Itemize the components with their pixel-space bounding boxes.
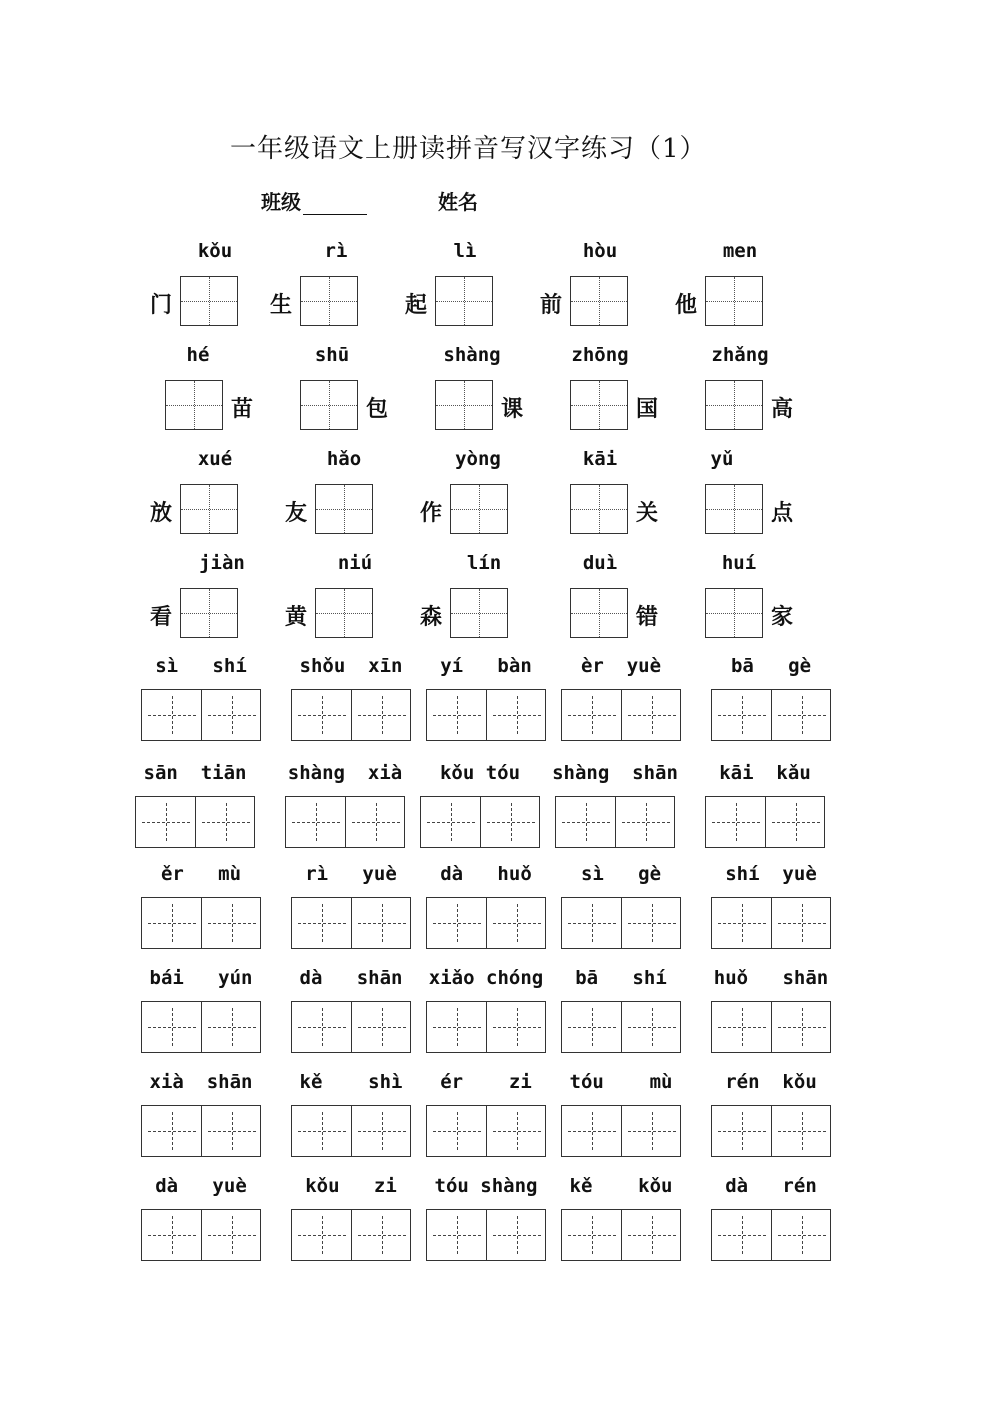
dashed-guide-horizontal xyxy=(712,822,760,823)
dashed-guide-horizontal xyxy=(148,923,196,924)
word-writing-box[interactable] xyxy=(426,1001,546,1053)
cell-divider xyxy=(771,1002,772,1052)
word-writing-box[interactable] xyxy=(711,1001,831,1053)
cell-divider xyxy=(621,1210,622,1260)
dashed-guide-horizontal xyxy=(208,1027,256,1028)
word-pinyin-label: shàng shān xyxy=(552,762,678,784)
cell-divider xyxy=(345,797,346,847)
word-writing-box[interactable] xyxy=(705,796,825,848)
printed-character: 黄 xyxy=(285,605,308,630)
pinyin-label: kāi xyxy=(582,448,618,470)
cell-divider xyxy=(771,1210,772,1260)
dashed-guide-horizontal xyxy=(358,923,406,924)
dashed-guide-horizontal xyxy=(778,923,826,924)
writing-box[interactable] xyxy=(570,588,628,638)
word-writing-box[interactable] xyxy=(141,1209,261,1261)
word-writing-box[interactable] xyxy=(561,1105,681,1157)
pinyin-label: zhōng xyxy=(571,344,629,366)
pinyin-label: shū xyxy=(314,344,350,366)
word-writing-box[interactable] xyxy=(291,1209,411,1261)
cell-divider xyxy=(486,1210,487,1260)
writing-box[interactable] xyxy=(435,380,493,430)
writing-box[interactable] xyxy=(300,276,358,326)
word-pinyin-label: bái yún xyxy=(149,967,253,989)
pinyin-label: kǒu xyxy=(197,240,233,262)
word-pinyin-label: shí yuè xyxy=(725,863,817,885)
dashed-guide-horizontal xyxy=(778,1235,826,1236)
printed-character: 看 xyxy=(150,605,173,630)
dashed-guide-horizontal xyxy=(142,822,190,823)
dashed-guide-horizontal xyxy=(433,1235,481,1236)
dashed-guide-horizontal xyxy=(358,1235,406,1236)
dashed-guide-horizontal xyxy=(487,822,535,823)
writing-box[interactable] xyxy=(705,588,763,638)
class-field xyxy=(261,186,367,215)
word-pinyin-label: bā gè xyxy=(730,655,812,677)
pinyin-label: men xyxy=(722,240,758,262)
pinyin-label: huí xyxy=(721,552,757,574)
printed-character: 家 xyxy=(771,605,794,630)
dashed-guide-horizontal xyxy=(148,1027,196,1028)
word-pinyin-label: xiǎo chóng xyxy=(428,967,544,989)
dashed-guide-horizontal xyxy=(358,715,406,716)
writing-box[interactable] xyxy=(570,380,628,430)
cell-divider xyxy=(351,1002,352,1052)
word-writing-box[interactable] xyxy=(141,1001,261,1053)
word-pinyin-label: dà shān xyxy=(299,967,403,989)
word-pinyin-label: èr yuè xyxy=(580,655,662,677)
word-writing-box[interactable] xyxy=(420,796,540,848)
dashed-guide-horizontal xyxy=(718,1235,766,1236)
dashed-guide-horizontal xyxy=(622,822,670,823)
pinyin-label: niú xyxy=(337,552,373,574)
dashed-guide-horizontal xyxy=(358,1027,406,1028)
word-pinyin-label: rén kǒu xyxy=(725,1071,817,1093)
pinyin-label: yòng xyxy=(455,448,501,470)
pinyin-label: hǎo xyxy=(326,448,362,470)
dashed-guide-horizontal xyxy=(208,1235,256,1236)
dashed-guide-horizontal xyxy=(148,715,196,716)
word-writing-box[interactable] xyxy=(141,897,261,949)
word-pinyin-label: dà yuè xyxy=(155,1175,247,1197)
dashed-guide-horizontal xyxy=(718,1027,766,1028)
printed-character: 他 xyxy=(675,293,698,318)
writing-box[interactable] xyxy=(705,484,763,534)
word-pinyin-label: shǒu xīn xyxy=(299,655,403,677)
cell-divider xyxy=(486,690,487,740)
dashed-guide-horizontal xyxy=(352,822,400,823)
pinyin-label: yǔ xyxy=(710,448,734,470)
printed-character: 门 xyxy=(150,293,173,318)
dashed-guide-horizontal xyxy=(568,1027,616,1028)
word-pinyin-label: ér zi xyxy=(440,1071,532,1093)
dashed-guide-horizontal xyxy=(202,822,250,823)
cell-divider xyxy=(486,898,487,948)
writing-box[interactable] xyxy=(180,276,238,326)
word-writing-box[interactable] xyxy=(561,1209,681,1261)
name-label: 姓名 xyxy=(438,190,478,214)
cell-divider xyxy=(201,1106,202,1156)
dashed-guide-horizontal xyxy=(493,923,541,924)
pinyin-label: lì xyxy=(453,240,477,262)
dashed-guide-horizontal xyxy=(433,1131,481,1132)
word-pinyin-label: bā shí xyxy=(575,967,667,989)
dashed-guide-horizontal xyxy=(298,1235,346,1236)
cell-divider xyxy=(621,1002,622,1052)
pinyin-label: hòu xyxy=(582,240,618,262)
word-writing-box[interactable] xyxy=(291,897,411,949)
cell-divider xyxy=(765,797,766,847)
word-writing-box[interactable] xyxy=(711,897,831,949)
writing-box[interactable] xyxy=(180,588,238,638)
word-pinyin-label: sān tiān xyxy=(143,762,247,784)
cell-divider xyxy=(351,690,352,740)
cell-divider xyxy=(621,898,622,948)
printed-character: 关 xyxy=(636,501,659,526)
dashed-guide-horizontal xyxy=(718,923,766,924)
printed-character: 友 xyxy=(285,501,308,526)
writing-box[interactable] xyxy=(165,380,223,430)
writing-box[interactable] xyxy=(450,588,508,638)
writing-box[interactable] xyxy=(180,484,238,534)
cell-divider xyxy=(201,1210,202,1260)
pinyin-label: jiàn xyxy=(199,552,245,574)
word-pinyin-label: tóu mù xyxy=(569,1071,673,1093)
cell-divider xyxy=(201,690,202,740)
dashed-guide-horizontal xyxy=(292,822,340,823)
pinyin-label: rì xyxy=(324,240,348,262)
dashed-guide-horizontal xyxy=(628,1027,676,1028)
printed-character: 点 xyxy=(771,501,794,526)
writing-box[interactable] xyxy=(570,276,628,326)
word-pinyin-label: shàng xià xyxy=(287,762,403,784)
pinyin-label: duì xyxy=(582,552,618,574)
cell-divider xyxy=(771,898,772,948)
pinyin-label: xué xyxy=(197,448,233,470)
dashed-guide-horizontal xyxy=(427,822,475,823)
word-pinyin-label: kǒu tóu xyxy=(439,762,521,784)
word-writing-box[interactable] xyxy=(561,1001,681,1053)
writing-box[interactable] xyxy=(315,484,373,534)
word-writing-box[interactable] xyxy=(426,1209,546,1261)
word-pinyin-label: huǒ shān xyxy=(713,967,829,989)
word-writing-box[interactable] xyxy=(291,1105,411,1157)
printed-character: 国 xyxy=(636,397,659,422)
dashed-guide-horizontal xyxy=(298,715,346,716)
cell-divider xyxy=(480,797,481,847)
cell-divider xyxy=(351,1210,352,1260)
dashed-guide-horizontal xyxy=(778,1027,826,1028)
word-writing-box[interactable] xyxy=(426,689,546,741)
word-writing-box[interactable] xyxy=(561,897,681,949)
pinyin-label: shàng xyxy=(443,344,501,366)
word-writing-box[interactable] xyxy=(711,689,831,741)
word-writing-box[interactable] xyxy=(555,796,675,848)
printed-character: 森 xyxy=(420,605,443,630)
word-writing-box[interactable] xyxy=(291,1001,411,1053)
dashed-guide-horizontal xyxy=(493,715,541,716)
dashed-guide-horizontal xyxy=(778,1131,826,1132)
printed-character: 高 xyxy=(771,397,794,422)
dashed-guide-horizontal xyxy=(148,1235,196,1236)
dashed-guide-horizontal xyxy=(493,1027,541,1028)
word-pinyin-label: rì yuè xyxy=(305,863,397,885)
dashed-guide-horizontal xyxy=(772,822,820,823)
cell-divider xyxy=(486,1002,487,1052)
dashed-guide-horizontal xyxy=(718,1131,766,1132)
printed-character: 生 xyxy=(270,293,293,318)
class-blank[interactable] xyxy=(303,194,367,215)
word-pinyin-label: ěr mù xyxy=(160,863,242,885)
dashed-guide-horizontal xyxy=(433,923,481,924)
word-pinyin-label: sì shí xyxy=(155,655,247,677)
cell-divider xyxy=(621,690,622,740)
word-writing-box[interactable] xyxy=(711,1105,831,1157)
writing-box[interactable] xyxy=(450,484,508,534)
word-writing-box[interactable] xyxy=(141,689,261,741)
cell-divider xyxy=(771,1106,772,1156)
word-pinyin-label: dà rén xyxy=(725,1175,817,1197)
word-writing-box[interactable] xyxy=(285,796,405,848)
word-pinyin-label: kāi kǎu xyxy=(719,762,811,784)
dashed-guide-horizontal xyxy=(148,1131,196,1132)
word-pinyin-label: kě kǒu xyxy=(569,1175,673,1197)
dashed-guide-horizontal xyxy=(562,822,610,823)
dashed-guide-horizontal xyxy=(628,1235,676,1236)
pinyin-label: zhǎng xyxy=(711,344,769,366)
printed-character: 起 xyxy=(405,293,428,318)
dashed-guide-horizontal xyxy=(568,1235,616,1236)
dashed-guide-horizontal xyxy=(298,1131,346,1132)
printed-character: 前 xyxy=(540,293,563,318)
dashed-guide-horizontal xyxy=(568,715,616,716)
word-writing-box[interactable] xyxy=(561,689,681,741)
cell-divider xyxy=(486,1106,487,1156)
printed-character: 课 xyxy=(501,397,524,422)
cell-divider xyxy=(201,1002,202,1052)
dashed-guide-horizontal xyxy=(718,715,766,716)
cell-divider xyxy=(771,690,772,740)
cell-divider xyxy=(195,797,196,847)
dashed-guide-horizontal xyxy=(433,1027,481,1028)
word-writing-box[interactable] xyxy=(711,1209,831,1261)
cell-divider xyxy=(201,898,202,948)
writing-box[interactable] xyxy=(435,276,493,326)
dashed-guide-horizontal xyxy=(298,923,346,924)
printed-character: 放 xyxy=(150,501,173,526)
name-field xyxy=(438,186,478,215)
dashed-guide-horizontal xyxy=(628,1131,676,1132)
printed-character: 包 xyxy=(366,397,389,422)
writing-box[interactable] xyxy=(315,588,373,638)
printed-character: 错 xyxy=(636,605,659,630)
printed-character: 苗 xyxy=(231,397,254,422)
writing-box[interactable] xyxy=(570,484,628,534)
dashed-guide-horizontal xyxy=(568,923,616,924)
word-writing-box[interactable] xyxy=(291,689,411,741)
cell-divider xyxy=(351,1106,352,1156)
cell-divider xyxy=(351,898,352,948)
dashed-guide-horizontal xyxy=(358,1131,406,1132)
dashed-guide-horizontal xyxy=(628,715,676,716)
word-pinyin-label: xià shān xyxy=(149,1071,253,1093)
printed-character: 作 xyxy=(420,501,443,526)
word-pinyin-label: kǒu zi xyxy=(305,1175,397,1197)
dashed-guide-horizontal xyxy=(208,923,256,924)
dashed-guide-horizontal xyxy=(298,1027,346,1028)
page-title: 一年级语文上册读拼音写汉字练习（1） xyxy=(230,134,707,164)
class-label: 班级 xyxy=(261,190,301,214)
word-writing-box[interactable] xyxy=(426,897,546,949)
word-writing-box[interactable] xyxy=(426,1105,546,1157)
pinyin-label: hé xyxy=(186,344,210,366)
dashed-guide-horizontal xyxy=(493,1131,541,1132)
word-pinyin-label: sì gè xyxy=(580,863,662,885)
word-pinyin-label: tóu shàng xyxy=(434,1175,538,1197)
dashed-guide-horizontal xyxy=(628,923,676,924)
cell-divider xyxy=(621,1106,622,1156)
cell-divider xyxy=(615,797,616,847)
dashed-guide-horizontal xyxy=(568,1131,616,1132)
dashed-guide-horizontal xyxy=(208,1131,256,1132)
writing-box[interactable] xyxy=(705,380,763,430)
dashed-guide-horizontal xyxy=(493,1235,541,1236)
writing-box[interactable] xyxy=(300,380,358,430)
word-pinyin-label: dà huǒ xyxy=(440,863,532,885)
dashed-guide-horizontal xyxy=(208,715,256,716)
word-writing-box[interactable] xyxy=(141,1105,261,1157)
word-pinyin-label: yí bàn xyxy=(440,655,532,677)
pinyin-label: lín xyxy=(466,552,502,574)
dashed-guide-horizontal xyxy=(778,715,826,716)
word-pinyin-label: kě shì xyxy=(299,1071,403,1093)
word-writing-box[interactable] xyxy=(135,796,255,848)
writing-box[interactable] xyxy=(705,276,763,326)
dashed-guide-horizontal xyxy=(433,715,481,716)
